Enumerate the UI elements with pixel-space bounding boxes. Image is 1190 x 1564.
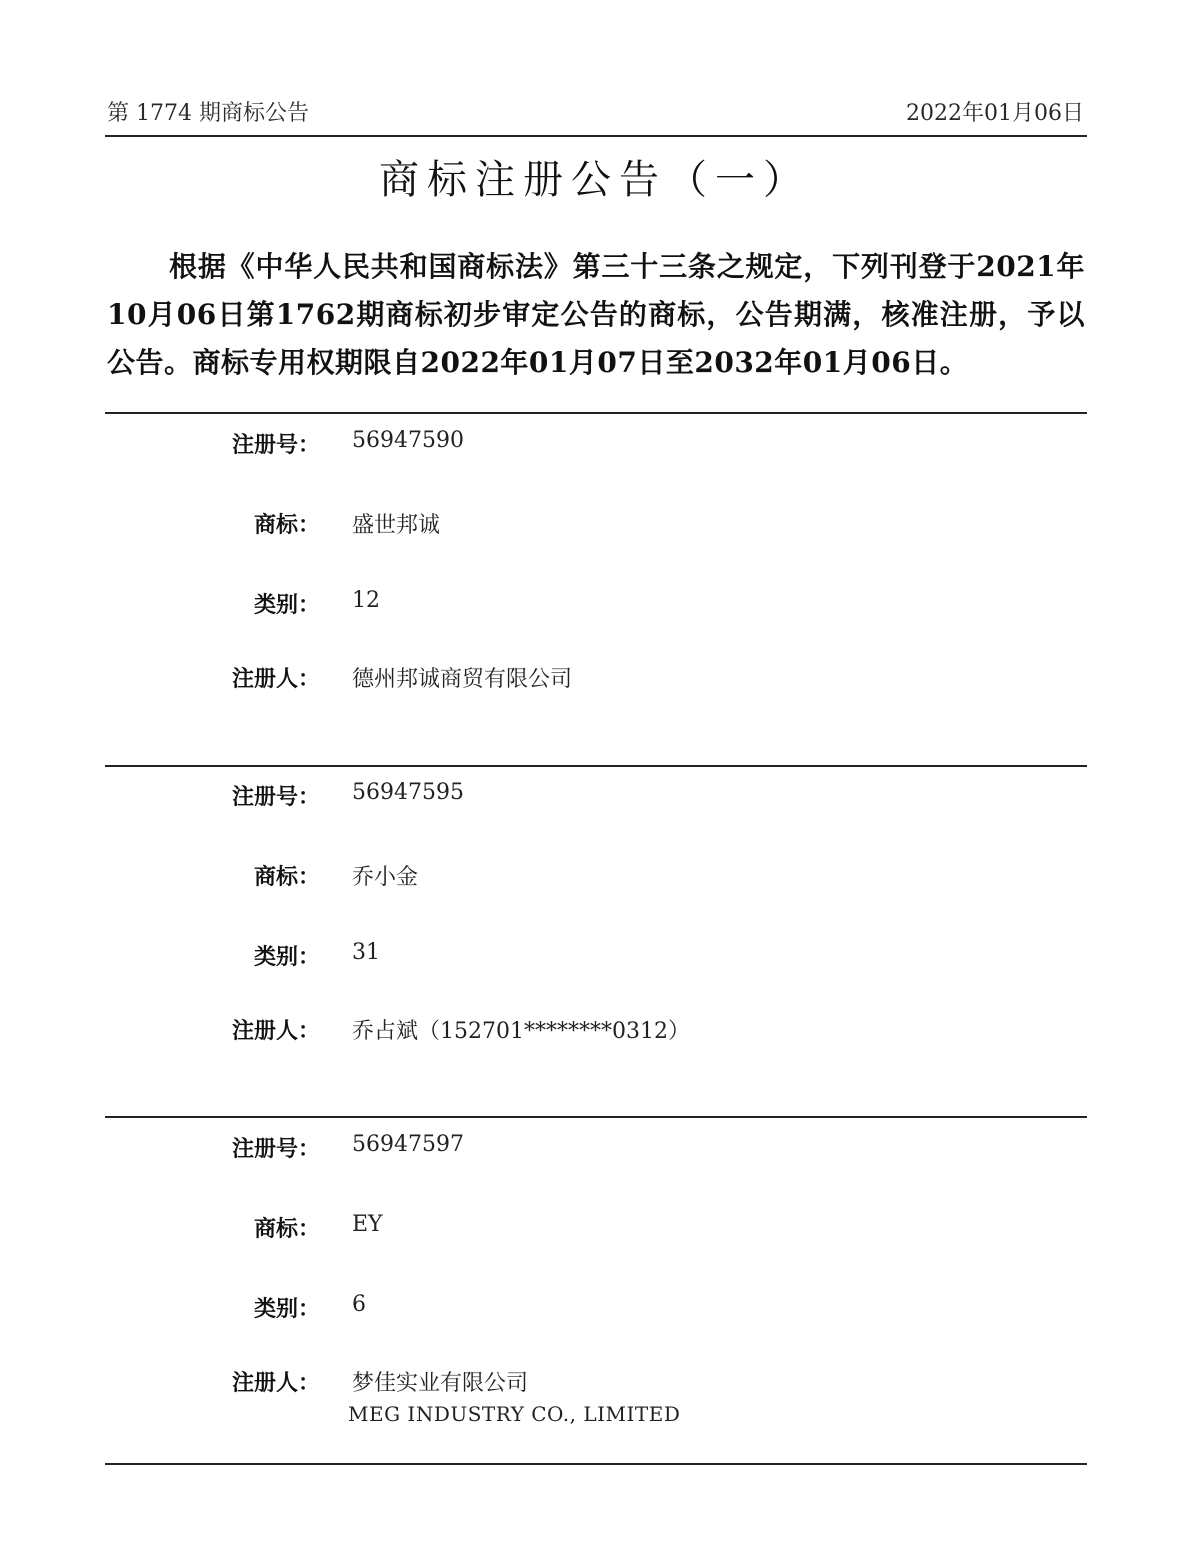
mark-row [0, 860, 1190, 900]
reg-no-label: 注册号： [231, 432, 320, 458]
mark-label: 商标： [253, 1216, 320, 1242]
class-label: 类别： [253, 592, 320, 618]
registrant-english-name: MEG INDUSTRY CO., LIMITED [348, 1402, 681, 1426]
reg-no-row [0, 1132, 1190, 1172]
registrant-row [0, 1366, 1190, 1406]
mark-value: EY [352, 1212, 383, 1237]
class-row [0, 588, 1190, 628]
mark-row [0, 508, 1190, 548]
mark-row [0, 1212, 1190, 1252]
entry-divider [105, 412, 1087, 414]
reg-no-label: 注册号： [231, 784, 320, 810]
registrant-label: 注册人： [231, 1370, 320, 1396]
reg-no-label: 注册号： [231, 1136, 320, 1162]
footer-divider [105, 1463, 1087, 1465]
registrant-value: 梦佳实业有限公司 [352, 1371, 529, 1396]
class-label: 类别： [253, 1296, 320, 1322]
reg-no-row [0, 780, 1190, 820]
publication-date: 2022年01月06日 [906, 101, 1084, 126]
registrant-row [0, 1014, 1190, 1054]
class-value: 12 [352, 588, 380, 613]
header-divider [105, 135, 1087, 137]
registrant-value: 德州邦诚商贸有限公司 [352, 667, 573, 692]
registrant-label: 注册人： [231, 1018, 320, 1044]
issue-number: 第 1774 期商标公告 [107, 101, 309, 126]
mark-label: 商标： [253, 512, 320, 538]
entry-divider [105, 765, 1087, 767]
mark-label: 商标： [253, 864, 320, 890]
mark-value: 乔小金 [352, 865, 419, 890]
registrant-row [0, 662, 1190, 702]
reg-no-value: 56947597 [352, 1132, 464, 1157]
reg-no-row [0, 428, 1190, 468]
page-title: 商标注册公告（一） [379, 157, 811, 203]
reg-no-value: 56947590 [352, 428, 464, 453]
registrant-label: 注册人： [231, 666, 320, 692]
class-row [0, 1292, 1190, 1332]
entry-divider [105, 1116, 1087, 1118]
mark-value: 盛世邦诚 [352, 513, 441, 538]
registrant-en-row [0, 1402, 1190, 1442]
reg-no-value: 56947595 [352, 780, 464, 805]
intro-paragraph: 根据《中华人民共和国商标法》第三十三条之规定，下列刊登于2021年10月06日第1762期商标初步审定公告的商标，公告期满，核准注册，予以公告。商标专用权期限自2022年01月07日至2032年01月06日。 [107, 250, 1085, 379]
class-label: 类别： [253, 944, 320, 970]
class-value: 31 [352, 940, 380, 965]
class-row [0, 940, 1190, 980]
registrant-value: 乔占斌（152701********0312） [352, 1019, 690, 1044]
class-value: 6 [352, 1292, 366, 1317]
